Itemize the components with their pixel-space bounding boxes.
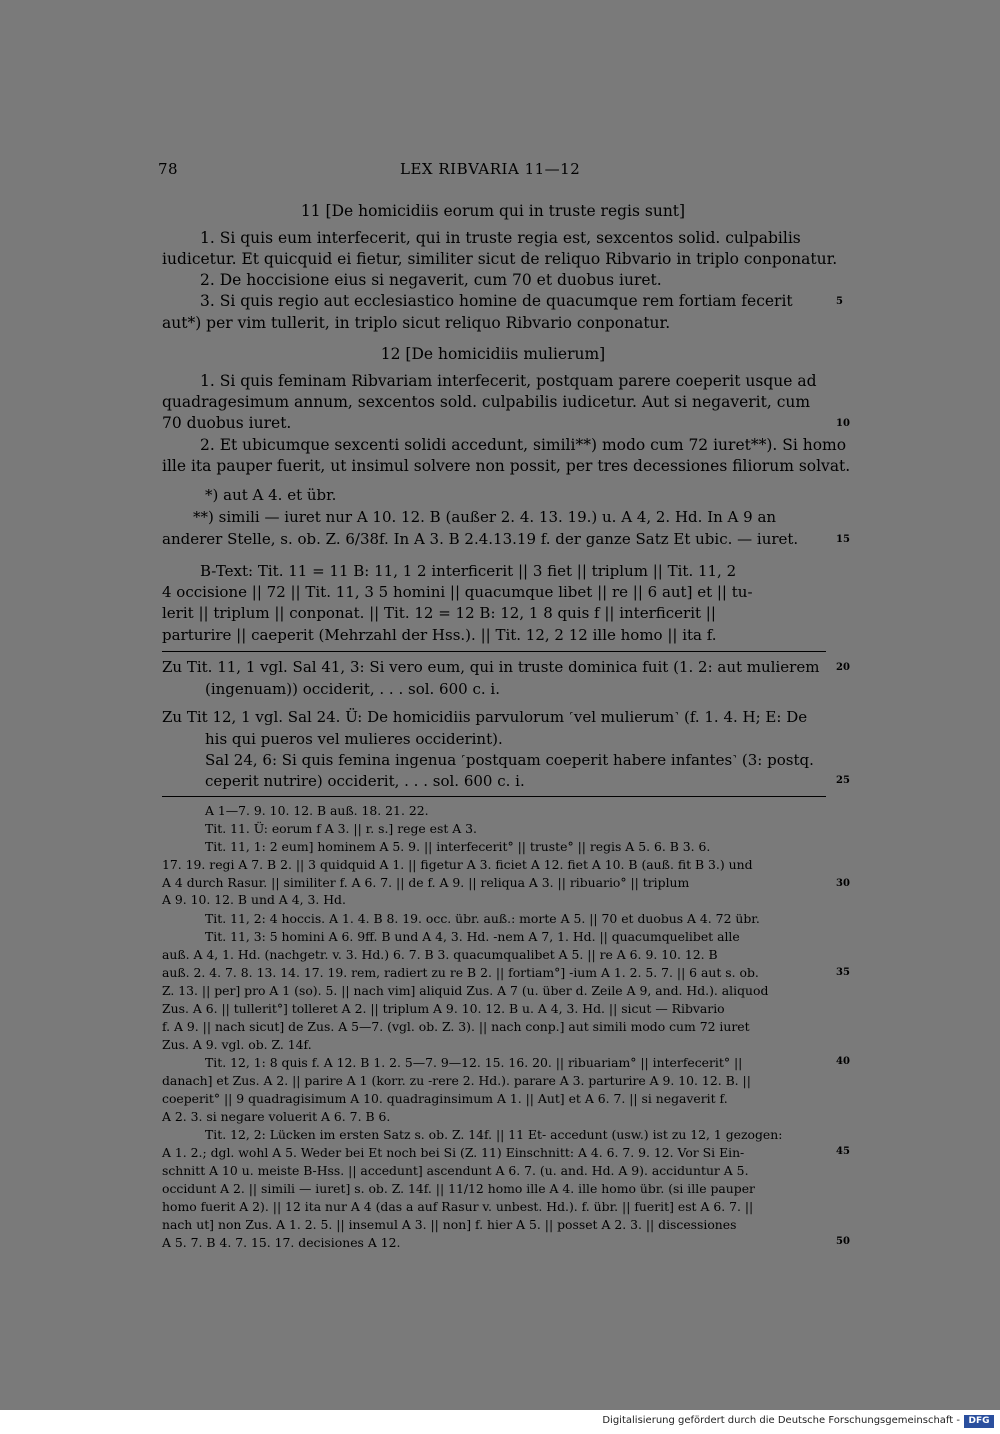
dfg-logo: DFG <box>964 1415 994 1428</box>
zu-line: Zu Tit 12, 1 vgl. Sal 24. Ü: De homicidiis parvulorum ˹vel mulierum˺ (f. 1. 4. H; E: De <box>162 708 808 726</box>
apparatus-line: danach] et Zus. A 2. || parire A 1 (korr. zu -rere 2. Hd.). parare A 3. parturire A 9. 10. 12. B. || <box>162 1073 751 1088</box>
note-line: *) aut A 4. et übr. <box>205 486 337 504</box>
apparatus-line: auß. 2. 4. 7. 8. 13. 14. 17. 19. rem, radiert zu re B 2. || fortiam°] -ium A 1. 2. 5. 7. || 6 aut s. ob. <box>162 965 759 980</box>
zu-line: (ingenuam)) occiderit, . . . sol. 600 c. i. <box>205 680 500 698</box>
apparatus-line: Tit. 11. Ü: eorum f A 3. || r. s.] rege est A 3. <box>205 821 477 836</box>
btext-line: lerit || triplum || conponat. || Tit. 12 = 12 B: 12, 1 8 quis f || interficerit || <box>162 604 716 622</box>
line-number: 30 <box>836 878 850 889</box>
text-line: 70 duobus iuret. <box>162 414 292 432</box>
text-line: ille ita pauper fuerit, ut insimul solvere non possit, per tres decessiones filiorum solvat. <box>162 457 851 475</box>
btext-line: B-Text: Tit. 11 = 11 B: 11, 1 2 interficerit || 3 fiet || triplum || Tit. 11, 2 <box>200 562 737 580</box>
text-line: 1. Si quis eum interfecerit, qui in truste regia est, sexcentos solid. culpabilis <box>200 229 801 247</box>
apparatus-line: Z. 13. || per] pro A 1 (so). 5. || nach vim] aliquid Zus. A 7 (u. über d. Zeile A 9, and. Hd.). aliquod <box>162 983 769 998</box>
line-number: 15 <box>836 534 850 545</box>
apparatus-line: A 4 durch Rasur. || similiter f. A 6. 7. || de f. A 9. || reliqua A 3. || ribuario° || triplum <box>162 875 690 890</box>
note-line: **) simili — iuret nur A 10. 12. B (außer 2. 4. 13. 19.) u. A 4, 2. Hd. In A 9 an <box>193 508 777 526</box>
line-number: 35 <box>836 967 850 978</box>
line-number: 25 <box>836 775 850 786</box>
apparatus-line: Zus. A 6. || tullerit°] tolleret A 2. || triplum A 9. 10. 12. B u. A 4, 3. Hd. || sicut — Ribvario <box>162 1001 725 1016</box>
apparatus-line: 17. 19. regi A 7. B 2. || 3 quidquid A 1. || figetur A 3. ficiet A 12. fiet A 10. B (auß. fit B 3.) und <box>162 857 753 872</box>
apparatus-line: schnitt A 10 u. meiste B-Hss. || accedunt] ascendunt A 6. 7. (u. and. Hd. A 9). acciduntur A 5. <box>162 1163 749 1178</box>
footer-bar <box>0 1410 1000 1434</box>
line-number: 40 <box>836 1056 850 1067</box>
apparatus-line: homo fuerit A 2). || 12 ita nur A 4 (das a auf Rasur v. unbest. Hd.). f. übr. || fuerit] est A 6. 7. || <box>162 1199 754 1214</box>
line-number: 50 <box>836 1236 850 1247</box>
line-number: 45 <box>836 1146 850 1157</box>
note-line: anderer Stelle, s. ob. Z. 6/38f. In A 3. B 2.4.13.19 f. der ganze Satz Et ubic. — iuret. <box>162 530 799 548</box>
line-number: 10 <box>836 418 850 429</box>
apparatus-line: nach ut] non Zus. A 1. 2. 5. || insemul A 3. || non] f. hier A 5. || posset A 2. 3. || discessiones <box>162 1217 737 1232</box>
text-line: 3. Si quis regio aut ecclesiastico homine de quacumque rem fortiam fecerit <box>200 292 793 310</box>
apparatus-line: Tit. 11, 2: 4 hoccis. A 1. 4. B 8. 19. occ. übr. auß.: morte A 5. || 70 et duobus A 4. 72 übr. <box>205 911 760 926</box>
btext-line: parturire || caeperit (Mehrzahl der Hss.). || Tit. 12, 2 12 ille homo || ita f. <box>162 626 717 644</box>
text-line: 2. Et ubicumque sexcenti solidi accedunt, simili**) modo cum 72 iuret**). Si homo <box>200 436 847 454</box>
apparatus-line: A 2. 3. si negare voluerit A 6. 7. B 6. <box>162 1109 391 1124</box>
text-line: quadragesimum annum, sexcentos sold. culpabilis iudicetur. Aut si negaverit, cum <box>162 393 811 411</box>
section-title-12: 12 [De homicidiis mulierum] <box>380 345 606 363</box>
apparatus-line: occidunt A 2. || simili — iuret] s. ob. Z. 14f. || 11/12 homo ille A 4. ille homo übr. (si ille pauper <box>162 1181 755 1196</box>
line-number: 20 <box>836 662 850 673</box>
btext-line: 4 occisione || 72 || Tit. 11, 3 5 homini || quacumque libet || re || 6 aut] et || tu- <box>162 583 753 601</box>
apparatus-line: Tit. 11, 1: 2 eum] hominem A 5. 9. || interfecerit° || truste° || regis A 5. 6. B 3. 6. <box>205 839 711 854</box>
apparatus-line: Tit. 11, 3: 5 homini A 6. 9ff. B und A 4, 3. Hd. -nem A 7, 1. Hd. || quacumquelibet alle <box>205 929 740 944</box>
section-title-11: 11 [De homicidiis eorum qui in truste regis sunt] <box>300 202 686 220</box>
line-number: 5 <box>836 296 843 307</box>
text-line: 2. De hoccisione eius si negaverit, cum 70 et duobus iuret. <box>200 271 662 289</box>
divider <box>162 796 826 797</box>
apparatus-line: Tit. 12, 1: 8 quis f. A 12. B 1. 2. 5—7. 9—12. 15. 16. 20. || ribuariam° || interfecerit° || <box>205 1055 743 1070</box>
zu-line: ceperit nutrire) occiderit, . . . sol. 600 c. i. <box>205 772 525 790</box>
apparatus-line: Zus. A 9. vgl. ob. Z. 14f. <box>162 1037 312 1052</box>
apparatus-line: A 1. 2.; dgl. wohl A 5. Weder bei Et noch bei Si (Z. 11) Einschnitt: A 4. 6. 7. 9. 12. Vor Si Ein- <box>162 1145 745 1160</box>
text-line: iudicetur. Et quicquid ei fietur, similiter sicut de reliquo Ribvario in triplo conponatur. <box>162 250 838 268</box>
funding-notice: Digitalisierung gefördert durch die Deutsche Forschungsgemeinschaft - <box>602 1415 960 1426</box>
apparatus-line: A 5. 7. B 4. 7. 15. 17. decisiones A 12. <box>162 1235 401 1250</box>
text-line: aut*) per vim tullerit, in triplo sicut reliquo Ribvario conponatur. <box>162 314 671 332</box>
page-number: 78 <box>158 160 179 178</box>
divider <box>162 651 826 652</box>
apparatus-line: A 1—7. 9. 10. 12. B auß. 18. 21. 22. <box>205 803 429 818</box>
apparatus-line: A 9. 10. 12. B und A 4, 3. Hd. <box>162 892 346 907</box>
apparatus-line: auß. A 4, 1. Hd. (nachgetr. v. 3. Hd.) 6. 7. B 3. quacumqualibet A 5. || re A 6. 9. 10. 12. B <box>162 947 718 962</box>
running-title: LEX RIBVARIA 11—12 <box>400 160 581 178</box>
zu-line: Sal 24, 6: Si quis femina ingenua ˹postquam coeperit habere infantes˺ (3: postq. <box>205 751 814 769</box>
apparatus-line: Tit. 12, 2: Lücken im ersten Satz s. ob. Z. 14f. || 11 Et- accedunt (usw.) ist zu 12, 1 gezogen: <box>205 1127 783 1142</box>
zu-line: his qui pueros vel mulieres occiderint). <box>205 730 503 748</box>
apparatus-line: coeperit° || 9 quadragisimum A 10. quadraginsimum A 1. || Aut] et A 6. 7. || si negaverit f. <box>162 1091 728 1106</box>
text-line: 1. Si quis feminam Ribvariam interfecerit, postquam parere coeperit usque ad <box>200 372 817 390</box>
zu-line: Zu Tit. 11, 1 vgl. Sal 41, 3: Si vero eum, qui in truste dominica fuit (1. 2: aut mulierem <box>162 658 820 676</box>
apparatus-line: f. A 9. || nach sicut] de Zus. A 5—7. (vgl. ob. Z. 3). || nach conp.] aut simili modo cum 72 iuret <box>162 1019 750 1034</box>
